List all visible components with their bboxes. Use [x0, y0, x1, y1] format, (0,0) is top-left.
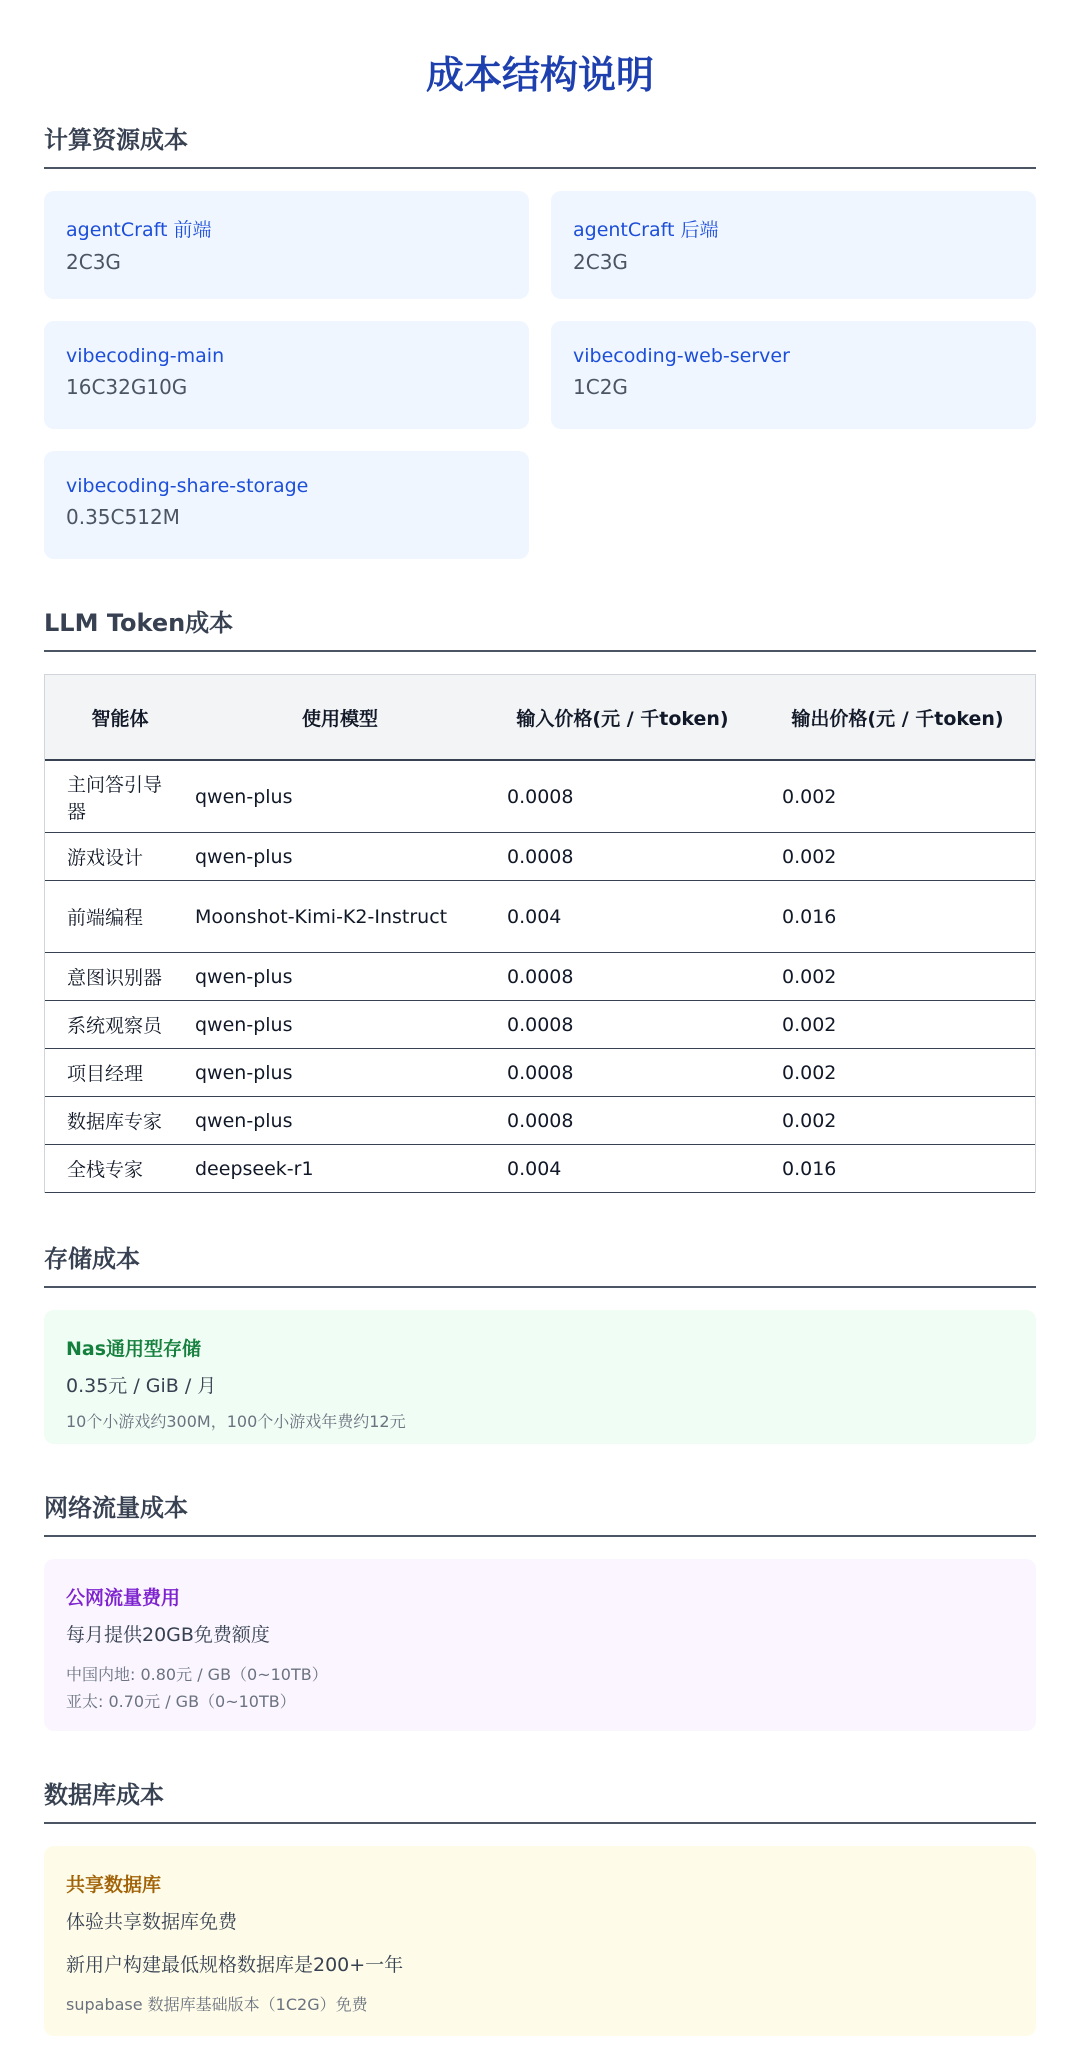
compute-card-spec: 2C3G [573, 250, 628, 274]
table-cell: 0.0008 [485, 1049, 760, 1097]
compute-card-name: agentCraft 后端 [573, 219, 719, 241]
database-heading: 数据库成本 [44, 1775, 1036, 1824]
column-header: 输入价格(元 / 千token) [485, 675, 760, 761]
table-cell: 0.016 [760, 881, 1035, 953]
table-cell: 系统观察员 [45, 1001, 195, 1049]
database-card-title: 共享数据库 [66, 1874, 162, 1896]
compute-card-name: agentCraft 前端 [66, 219, 212, 241]
table-row [45, 881, 1035, 953]
table-row [45, 1049, 1035, 1097]
database-card [44, 1846, 1036, 2036]
database-line-new-user: 新用户构建最低规格数据库是200+一年 [66, 1954, 404, 1976]
table-cell: Moonshot-Kimi-K2-Instruct [195, 881, 485, 953]
table-row [45, 833, 1035, 881]
storage-price: 0.35元 / GiB / 月 [66, 1375, 217, 1397]
table-cell: 项目经理 [45, 1049, 195, 1097]
table-cell: 0.016 [760, 1145, 1035, 1193]
table-cell: 全栈专家 [45, 1145, 195, 1193]
compute-grid [44, 191, 1036, 559]
table-cell: 意图识别器 [45, 953, 195, 1001]
table-cell: 0.002 [760, 1001, 1035, 1049]
compute-card-spec: 1C2G [573, 375, 628, 399]
compute-card-spec: 0.35C512M [66, 505, 180, 529]
table-cell: 0.0008 [485, 760, 760, 833]
compute-card [44, 321, 529, 429]
table-cell: 游戏设计 [45, 833, 195, 881]
table-cell: 0.0008 [485, 1001, 760, 1049]
table-cell: 0.0008 [485, 1097, 760, 1145]
compute-card-name: vibecoding-main [66, 345, 225, 367]
column-header: 输出价格(元 / 千token) [760, 675, 1035, 761]
table-cell: 0.002 [760, 1097, 1035, 1145]
table-row [45, 1097, 1035, 1145]
table-cell: 前端编程 [45, 881, 195, 953]
table-cell: 主问答引导器 [45, 760, 195, 833]
compute-card [551, 191, 1036, 299]
network-price-mainland: 中国内地: 0.80元 / GB（0~10TB） [66, 1665, 328, 1684]
table-cell: deepseek-r1 [195, 1145, 485, 1193]
network-heading: 网络流量成本 [44, 1488, 1036, 1537]
compute-card-spec: 16C32G10G [66, 375, 188, 399]
compute-card-name: vibecoding-web-server [573, 345, 790, 367]
compute-heading: 计算资源成本 [44, 120, 1036, 169]
page-title: 成本结构说明 [425, 53, 654, 97]
compute-card [44, 191, 529, 299]
table-cell: qwen-plus [195, 953, 485, 1001]
compute-card-spec: 2C3G [66, 250, 121, 274]
table-cell: qwen-plus [195, 1001, 485, 1049]
table-cell: 0.0008 [485, 953, 760, 1001]
storage-card-title: Nas通用型存储 [66, 1338, 202, 1360]
llm-heading: LLM Token成本 [44, 603, 1036, 652]
table-row [45, 1145, 1035, 1193]
table-cell: 0.002 [760, 953, 1035, 1001]
compute-card-name: vibecoding-share-storage [66, 475, 309, 497]
table-cell: 0.002 [760, 1049, 1035, 1097]
table-cell: 0.004 [485, 881, 760, 953]
table-cell: 0.002 [760, 760, 1035, 833]
compute-card [44, 451, 529, 559]
table-cell: qwen-plus [195, 760, 485, 833]
table-row [45, 953, 1035, 1001]
table-row [45, 1001, 1035, 1049]
storage-note: 10个小游戏约300M，100个小游戏年费约12元 [66, 1412, 406, 1431]
table-cell: qwen-plus [195, 1049, 485, 1097]
compute-card [551, 321, 1036, 429]
table-cell: 0.004 [485, 1145, 760, 1193]
network-free-quota: 每月提供20GB免费额度 [66, 1624, 270, 1646]
table-cell: qwen-plus [195, 1097, 485, 1145]
table-header-row [45, 675, 1035, 761]
storage-heading: 存储成本 [44, 1239, 1036, 1288]
table-row [45, 760, 1035, 833]
network-card [44, 1559, 1036, 1731]
column-header: 智能体 [45, 675, 195, 761]
llm-table [45, 674, 1035, 1193]
table-cell: 0.002 [760, 833, 1035, 881]
table-cell: 数据库专家 [45, 1097, 195, 1145]
storage-card [44, 1310, 1036, 1444]
table-cell: 0.0008 [485, 833, 760, 881]
database-line-free: 体验共享数据库免费 [66, 1911, 238, 1933]
llm-table-wrapper [44, 674, 1036, 1193]
database-line-supabase: supabase 数据库基础版本（1C2G）免费 [66, 1995, 368, 2014]
column-header: 使用模型 [195, 675, 485, 761]
network-card-title: 公网流量费用 [66, 1587, 181, 1609]
table-cell: qwen-plus [195, 833, 485, 881]
network-price-apac: 亚太: 0.70元 / GB（0~10TB） [66, 1692, 296, 1711]
